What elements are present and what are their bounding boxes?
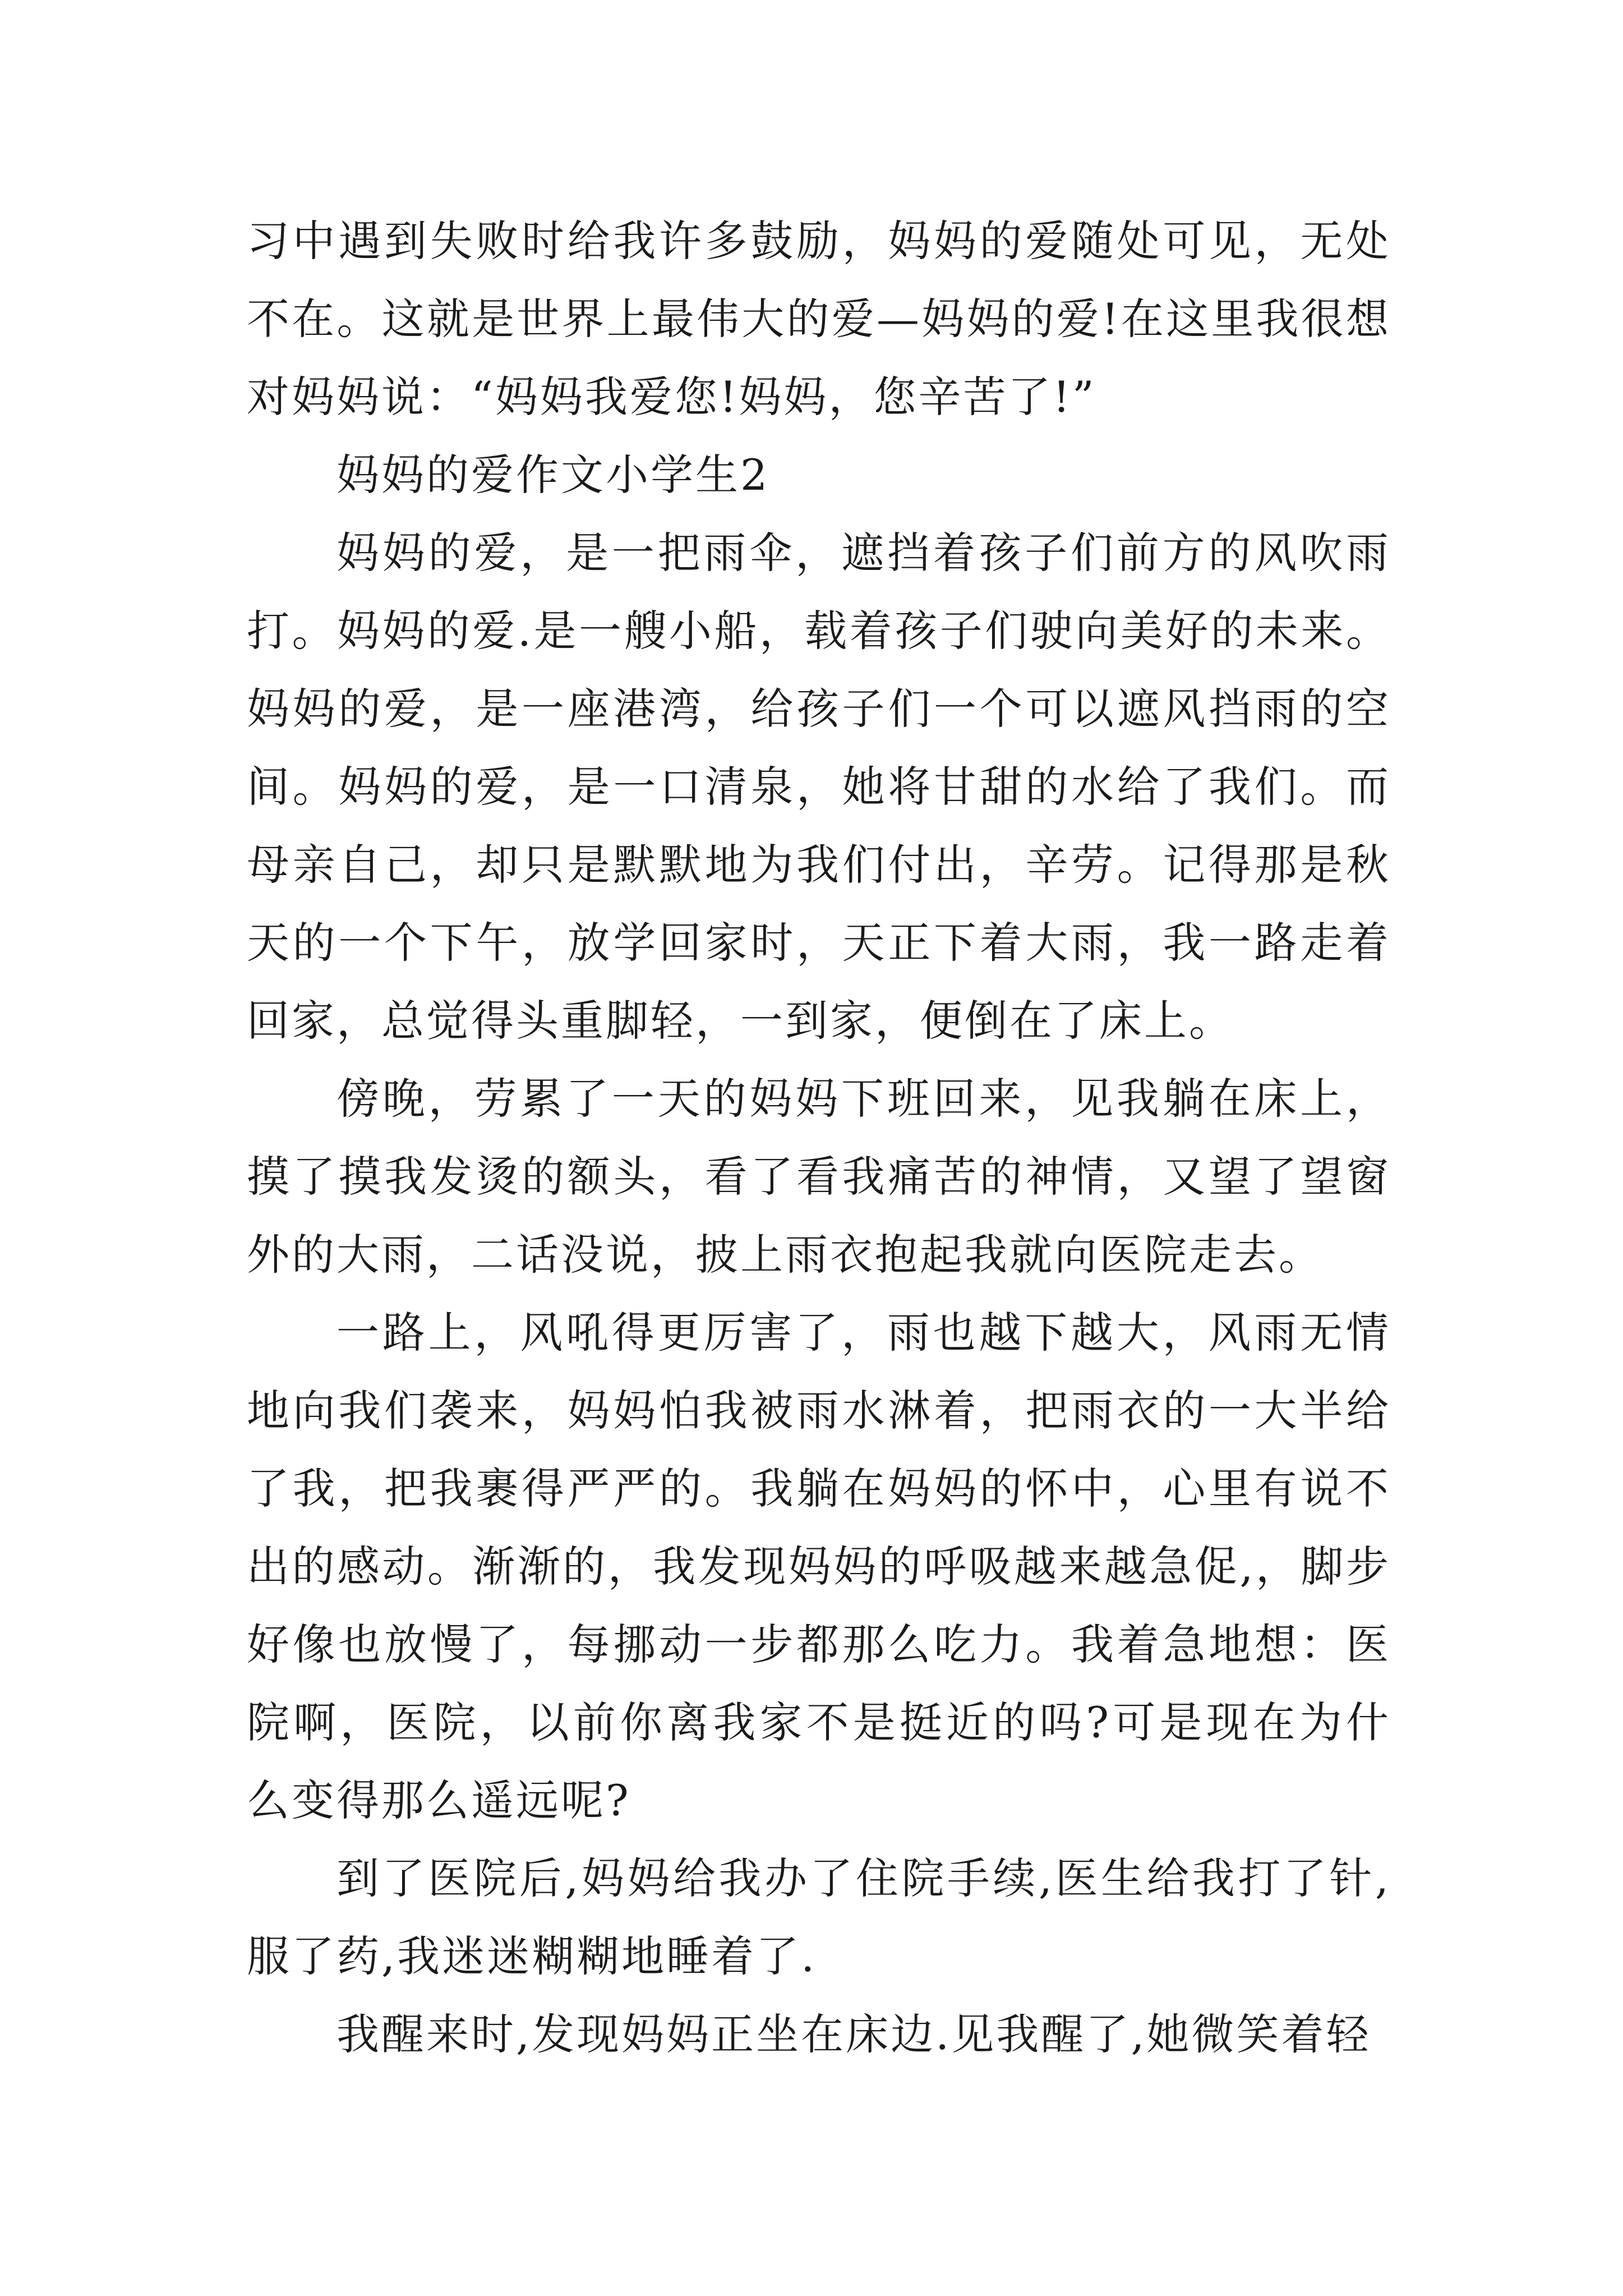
paragraph-continuation: 习中遇到失败时给我许多鼓励，妈妈的爱随处可见，无处不在。这就是世界上最伟大的爱—妈妈的爱!在这里我很想对妈妈说：“妈妈我爱您!妈妈，您辛苦了!” — [247, 216, 1391, 422]
paragraph-evening: 傍晚，劳累了一天的妈妈下班回来，见我躺在床上，摸了摸我发烫的额头，看了看我痛苦的神情，又望了望窗外的大雨，二话没说，披上雨衣抱起我就向医院走去。 — [247, 1074, 1391, 1280]
document-body — [247, 202, 1391, 2073]
paragraph-waking-up: 我醒来时,发现妈妈正坐在床边.见我醒了,她微笑着轻 — [336, 2009, 1371, 2059]
paragraph-hospital: 到了医院后,妈妈给我办了住院手续,医生给我打了针,服了药,我迷迷糊糊地睡着了. — [247, 1853, 1391, 1981]
paragraph-on-the-way: 一路上，风吼得更厉害了，雨也越下越大，风雨无情地向我们袭来，妈妈怕我被雨水淋着，把雨衣的一大半给了我，把我裹得严严的。我躺在妈妈的怀中，心里有说不出的感动。渐渐的，我发现妈妈的呼吸越来越急促,，脚步好像也放慢了，每挪动一步都那么吃力。我着急地想：医院啊，医院，以前你离我家不是挺近的吗?可是现在为什么变得那么遥远呢? — [247, 1308, 1391, 1825]
essay-title: 妈妈的爱作文小学生2 — [336, 450, 770, 500]
paragraph-love-metaphors: 妈妈的爱，是一把雨伞，遮挡着孩子们前方的风吹雨打。妈妈的爱.是一艘小船，载着孩子们驶向美好的未来。妈妈的爱，是一座港湾，给孩子们一个可以遮风挡雨的空间。妈妈的爱，是一口清泉，她将甘甜的水给了我们。而母亲自己，却只是默默地为我们付出，辛劳。记得那是秋天的一个下午，放学回家时，天正下着大雨，我一路走着回家，总觉得头重脚轻，一到家，便倒在了床上。 — [247, 528, 1391, 1046]
